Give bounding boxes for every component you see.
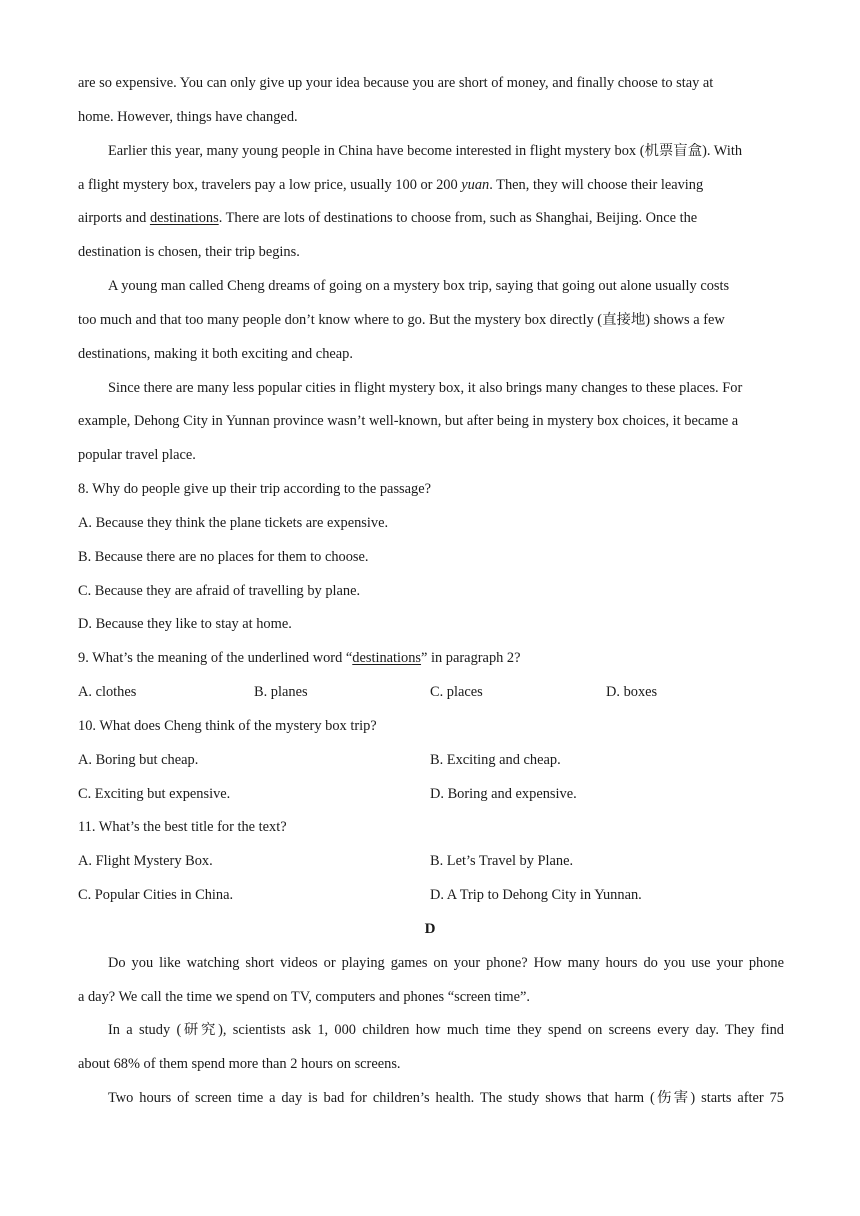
question-8-option-c: C. Because they are afraid of travelling by plane. — [78, 583, 361, 599]
passage-c-p3-line-2: too much and that too many people don’t know where to go. But the mystery box directly (直接地) shows a few — [78, 312, 725, 328]
question-10-option-c: C. Exciting but expensive. — [78, 786, 231, 802]
passage-c-p2-line-3 — [78, 208, 784, 228]
question-10-option-b: B. Exciting and cheap. — [430, 752, 561, 768]
question-9-option-d: D. boxes — [606, 684, 658, 700]
passage-d-p2-line-1: In a study (研究), scientists ask 1, 000 children how much time they spend on screens every day. They find — [108, 1022, 784, 1038]
question-9-option-c: C. places — [430, 684, 483, 700]
passage-d-heading: D — [424, 921, 436, 937]
question-11-option-b: B. Let’s Travel by Plane. — [430, 853, 574, 869]
question-8-option-d: D. Because they like to stay at home. — [78, 616, 292, 632]
passage-c-p3-line-1: A young man called Cheng dreams of going on a mystery box trip, saying that going out alone usually costs — [108, 278, 730, 294]
passage-c-p4-line-2: example, Dehong City in Yunnan province wasn’t well-known, but after being in mystery box choices, it became a — [78, 413, 739, 429]
passage-d-p1-line-1: Do you like watching short videos or playing games on your phone? How many hours do you use your phone — [108, 955, 784, 971]
passage-c-p2-line-1: Earlier this year, many young people in China have become interested in flight mystery box (机票盲盒). With — [108, 143, 743, 159]
passage-d-p3-line-1: Two hours of screen time a day is bad for children’s health. The study shows that harm (伤害) starts after 75 — [108, 1090, 784, 1106]
passage-c-p4-line-1: Since there are many less popular cities in flight mystery box, it also brings many changes to these places. For — [108, 380, 743, 396]
text-span: . Then, they will choose their leaving — [489, 177, 704, 193]
underlined-destinations: destinations — [352, 650, 422, 666]
question-11-stem: 11. What’s the best title for the text? — [78, 819, 287, 835]
italic-yuan: yuan — [461, 177, 490, 193]
question-8-option-b: B. Because there are no places for them to choose. — [78, 549, 369, 565]
question-8-option-a: A. Because they think the plane tickets are expensive. — [78, 515, 389, 531]
question-9-stem — [78, 648, 784, 668]
question-10-option-d: D. Boring and expensive. — [430, 786, 577, 802]
passage-c-line-2: home. However, things have changed. — [78, 109, 298, 125]
question-11-option-d: D. A Trip to Dehong City in Yunnan. — [430, 887, 642, 903]
passage-c-line-1: are so expensive. You can only give up your idea because you are short of money, and finally choose to stay at — [78, 75, 714, 91]
question-11-option-a: A. Flight Mystery Box. — [78, 853, 213, 869]
passage-d-p2-line-2: about 68% of them spend more than 2 hours on screens. — [78, 1056, 401, 1072]
passage-c-p4-line-3: popular travel place. — [78, 447, 196, 463]
passage-c-p2-line-4: destination is chosen, their trip begins. — [78, 244, 300, 260]
question-9-option-a: A. clothes — [78, 684, 137, 700]
question-10-stem: 10. What does Cheng think of the mystery box trip? — [78, 718, 377, 734]
underlined-destinations: destinations — [149, 210, 219, 226]
text-span: a flight mystery box, travelers pay a low price, usually 100 or 200 — [78, 177, 462, 193]
passage-c-p2-line-2 — [78, 175, 784, 195]
question-9-option-b: B. planes — [254, 684, 308, 700]
question-8-stem: 8. Why do people give up their trip according to the passage? — [78, 481, 431, 497]
question-11-option-c: C. Popular Cities in China. — [78, 887, 234, 903]
question-10-option-a: A. Boring but cheap. — [78, 752, 199, 768]
passage-d-p1-line-2: a day? We call the time we spend on TV, computers and phones “screen time”. — [78, 989, 531, 1005]
text-span: 9. What’s the meaning of the underlined word “ — [78, 650, 353, 666]
text-span: ” in paragraph 2? — [421, 650, 521, 666]
text-span: . There are lots of destinations to choose from, such as Shanghai, Beijing. Once the — [218, 210, 698, 226]
passage-c-p3-line-3: destinations, making it both exciting and cheap. — [78, 346, 353, 362]
text-span: airports and — [78, 210, 150, 226]
